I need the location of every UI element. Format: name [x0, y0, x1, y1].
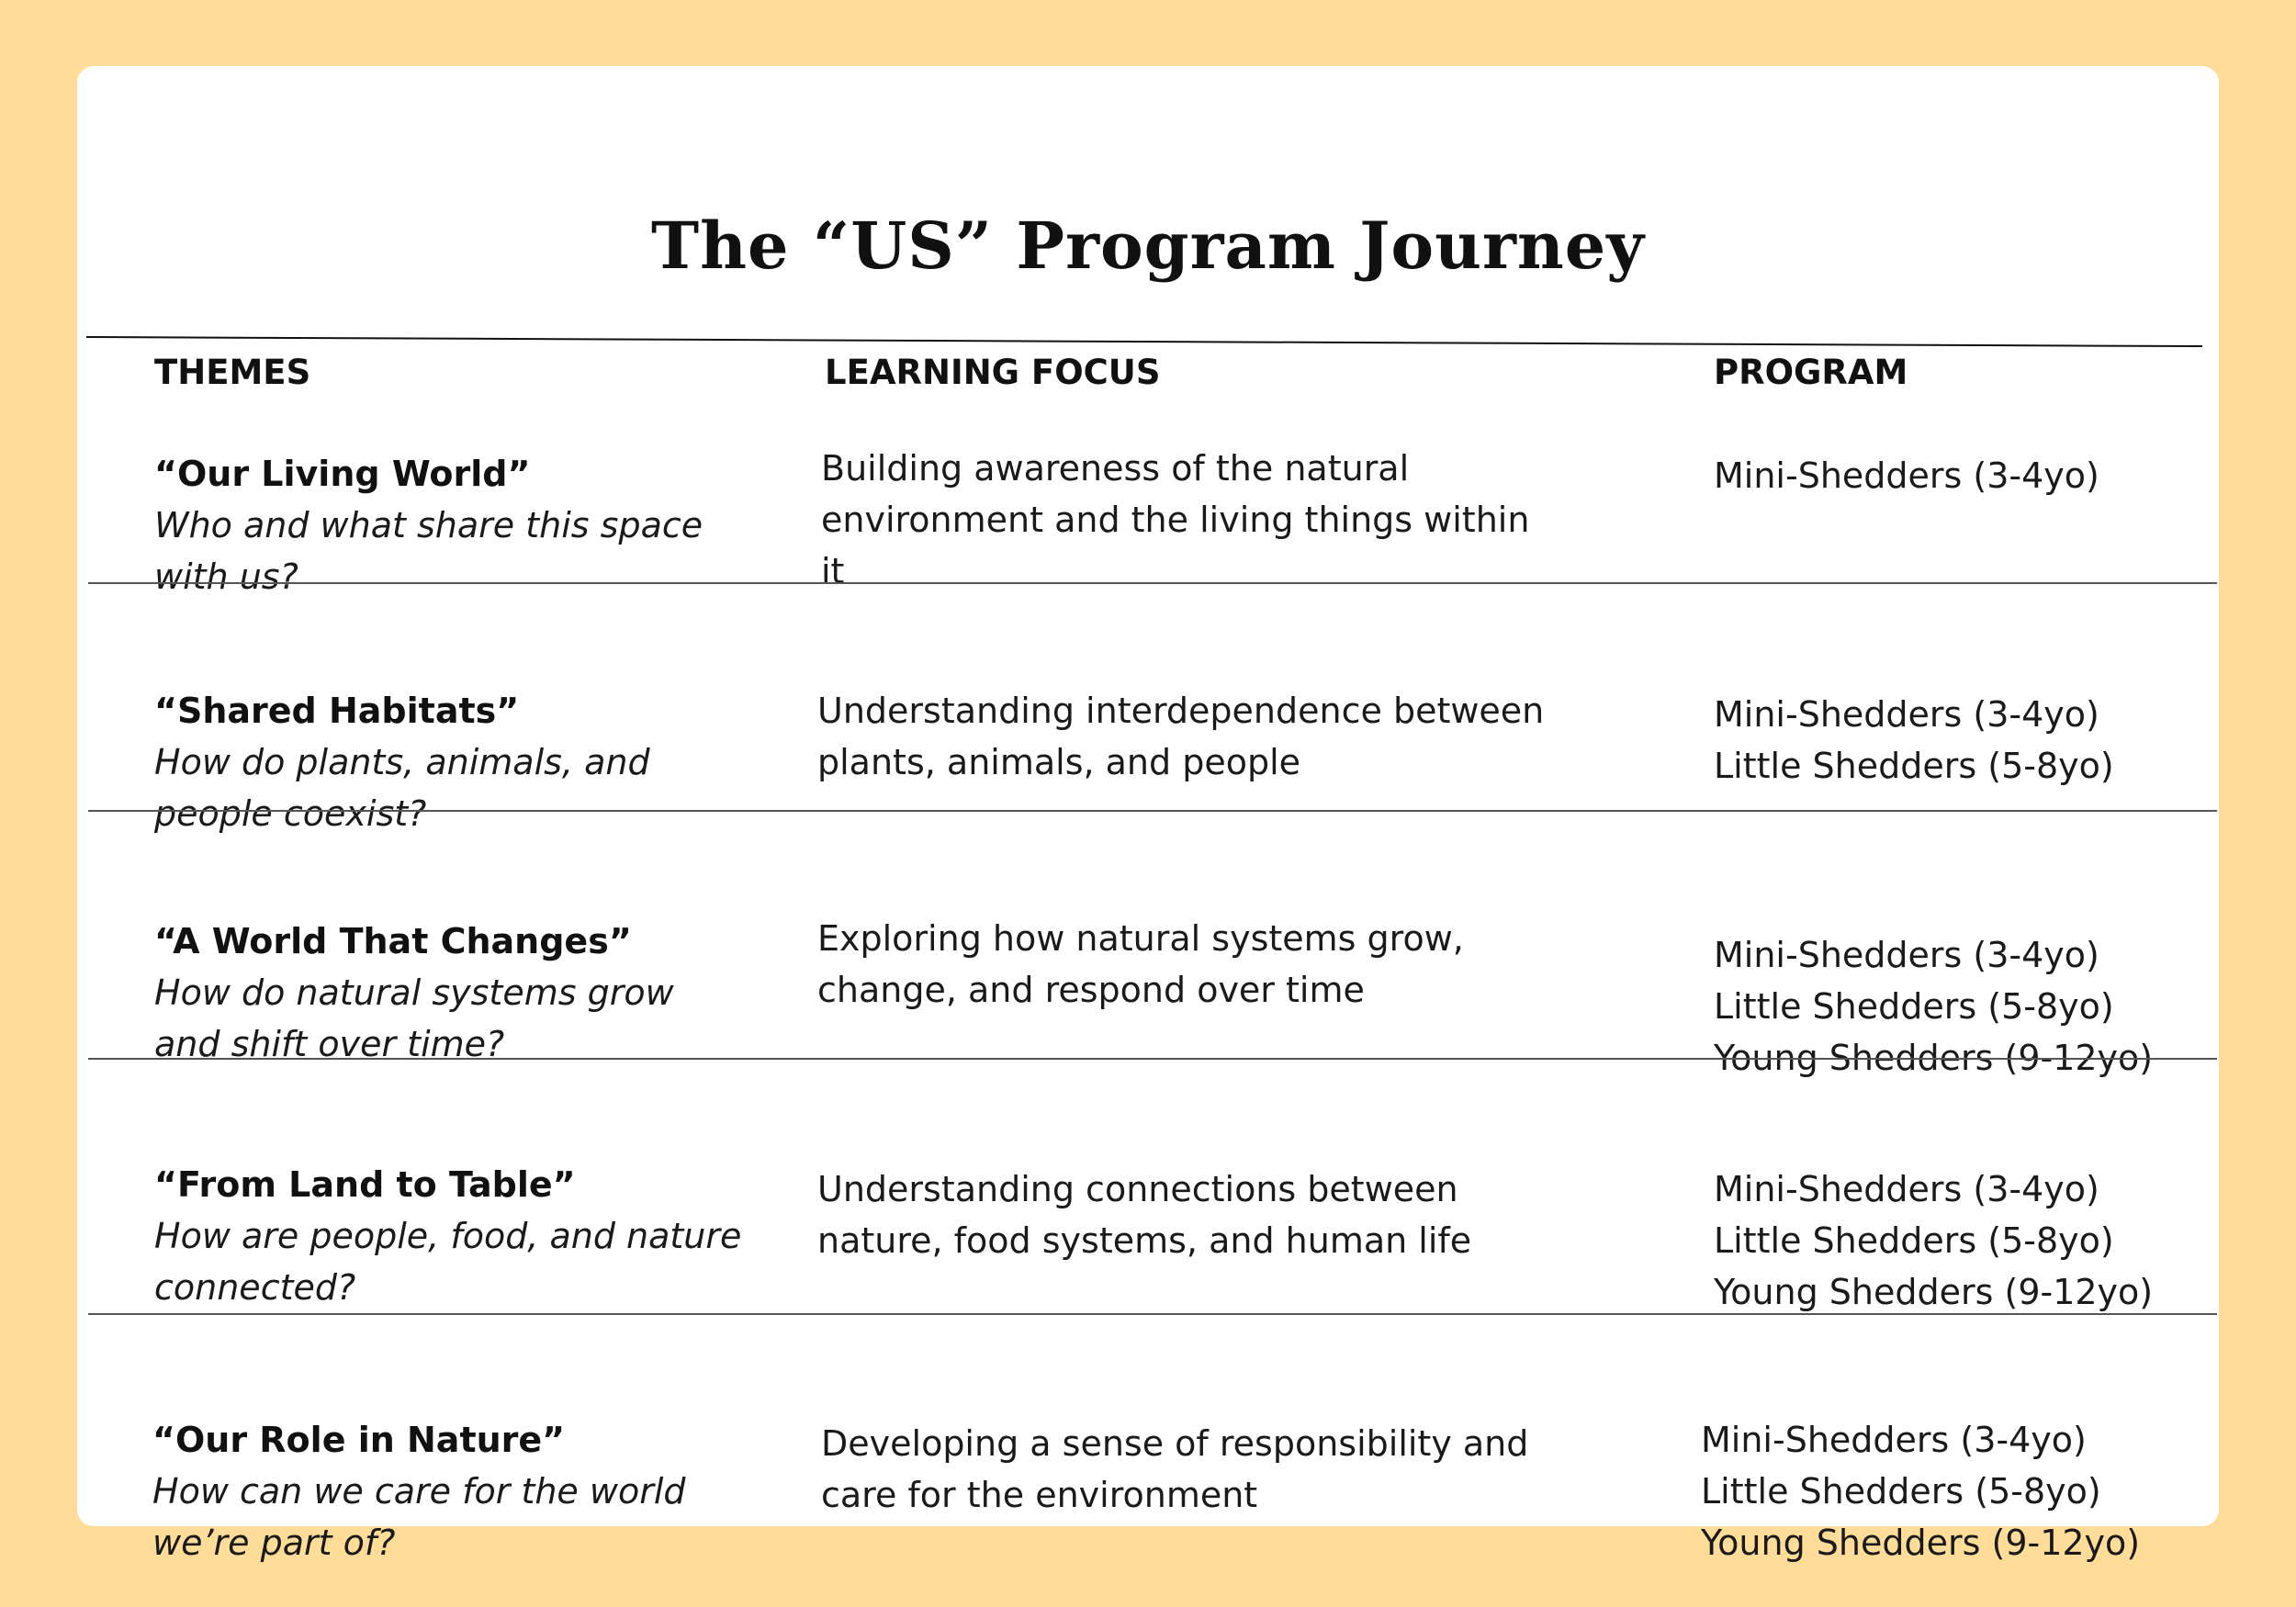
program-item: Mini-Shedders (3-4yo)	[1714, 1169, 2099, 1209]
row-divider	[88, 1058, 2217, 1060]
program-cell-2	[1714, 689, 2191, 792]
program-item: Young Shedders (9-12yo)	[1714, 1038, 2154, 1078]
theme-name: “Our Role in Nature”	[152, 1420, 566, 1460]
theme-cell-1	[154, 448, 742, 602]
theme-cell-2	[154, 685, 742, 839]
theme-question: How do plants, animals, and people coexist?	[154, 742, 650, 834]
program-item: Mini-Shedders (3-4yo)	[1714, 935, 2099, 975]
program-cell-4	[1714, 1163, 2191, 1318]
theme-cell-4	[154, 1159, 742, 1313]
theme-question: How are people, food, and nature connected?	[154, 1216, 742, 1308]
program-item: Little Shedders (5-8yo)	[1714, 986, 2114, 1027]
focus-cell-5: Developing a sense of responsibility and care for the environment	[821, 1423, 1529, 1515]
focus-cell-1: Building awareness of the natural environment and the living things within it	[821, 448, 1530, 591]
row-divider	[88, 582, 2217, 584]
header-divider	[86, 336, 2202, 347]
program-item: Little Shedders (5-8yo)	[1714, 1220, 2114, 1261]
theme-cell-5	[152, 1414, 777, 1568]
focus-cell-3: Exploring how natural systems grow, change, and respond over time	[817, 918, 1464, 1010]
theme-question: Who and what share this space with us?	[154, 505, 703, 597]
program-item: Young Shedders (9-12yo)	[1714, 1272, 2154, 1312]
focus-cell-4: Understanding connections between nature, food systems, and human life	[817, 1169, 1472, 1261]
theme-name: “Our Living World”	[154, 454, 531, 494]
program-item: Mini-Shedders (3-4yo)	[1714, 455, 2099, 496]
program-item: Mini-Shedders (3-4yo)	[1701, 1420, 2087, 1460]
program-cell-5	[1701, 1414, 2188, 1568]
row-divider	[88, 810, 2217, 812]
theme-name: “Shared Habitats”	[154, 691, 520, 731]
column-header-program: PROGRAM	[1714, 353, 1908, 392]
page-title: The “US” Program Journey	[651, 208, 1645, 284]
program-cell-3	[1714, 929, 2191, 1084]
theme-name: “From Land to Table”	[154, 1164, 576, 1205]
program-item: Mini-Shedders (3-4yo)	[1714, 694, 2099, 735]
column-header-learning-focus: LEARNING FOCUS	[825, 353, 1161, 392]
program-item: Little Shedders (5-8yo)	[1714, 746, 2114, 786]
program-cell-1	[1714, 450, 2191, 501]
program-item: Young Shedders (9-12yo)	[1701, 1523, 2141, 1563]
theme-name: “A World That Changes”	[154, 921, 632, 961]
theme-question: How can we care for the world we’re part of?	[152, 1471, 686, 1563]
theme-cell-3	[154, 916, 742, 1070]
program-card	[77, 66, 2219, 1563]
theme-question: How do natural systems grow and shift over time?	[154, 972, 674, 1064]
row-divider	[88, 1313, 2217, 1315]
program-item: Little Shedders (5-8yo)	[1701, 1471, 2101, 1511]
focus-cell-2: Understanding interdependence between plants, animals, and people	[817, 691, 1545, 782]
column-header-themes: THEMES	[154, 353, 311, 392]
